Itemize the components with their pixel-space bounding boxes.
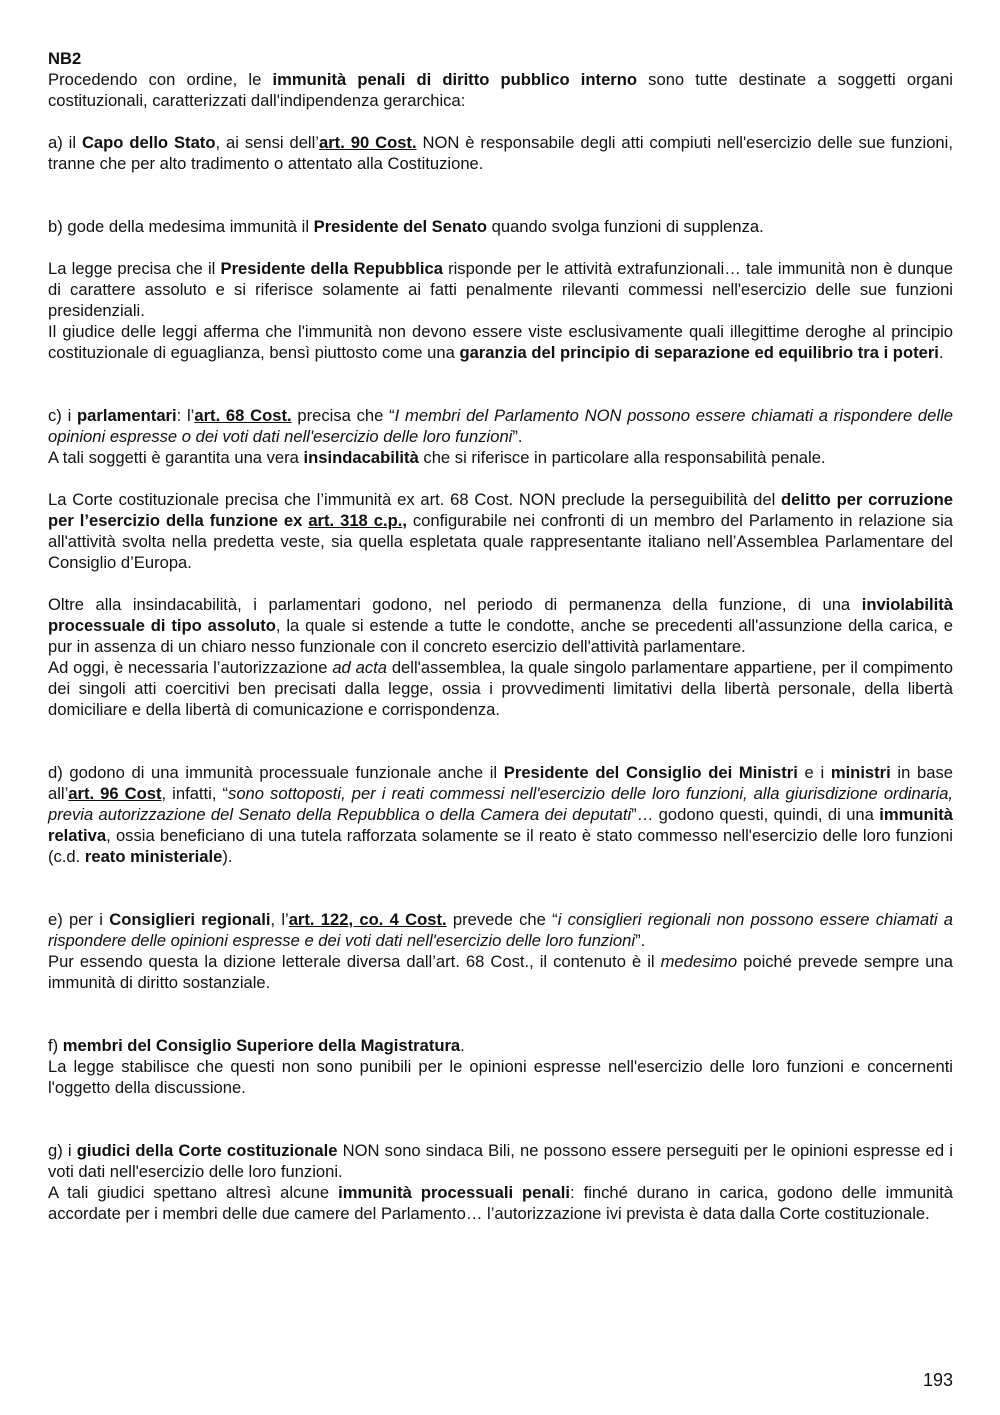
page-number: 193 (922, 1370, 953, 1390)
paragraph-c-5: Ad oggi, è necessaria l’autorizzazione ad acta dell'assemblea, la quale singolo parlamentare appartiene, per il compimento dei singoli atti coercitivi ben precisati dalla legge, ossia i provvedimenti limitativi della libertà personale, della libertà domiciliare e della libertà di comunicazione e corrispondenza. (48, 658, 954, 719)
paragraph-f: f) membri del Consiglio Superiore della Magistratura. (48, 1036, 465, 1055)
intro-paragraph: Procedendo con ordine, le immunità penali di diritto pubblico interno sono tutte destinate a soggetti organi costituzionali, caratterizzati dall'indipendenza gerarchica: (48, 70, 953, 110)
paragraph-g: g) i giudici della Corte costituzionale NON sono sindaca Bili, ne possono essere perseguiti per le opinioni espresse ed i voti dati nell'esercizio delle loro funzioni. (48, 1141, 953, 1181)
paragraph-c-3: La Corte costituzionale precisa che l’immunità ex art. 68 Cost. NON preclude la perseguibilità del delitto per corruzione per l’esercizio della funzione ex art. 318 c.p., configurabile nei confronti di un membro del Parlamento in relazione sia all'attività svolta nella predetta veste, sia quella espletata quale rappresentante italiano nell’Assemblea Parlamentare del Consiglio d’Europa. (48, 490, 953, 572)
paragraph-f-2: La legge stabilisce che questi non sono punibili per le opinioni espresse nell'esercizio delle loro funzioni e concernenti l'oggetto della discussione. (48, 1057, 953, 1097)
paragraph-b: b) gode della medesima immunità il Presidente del Senato quando svolga funzioni di supplenza. (48, 217, 764, 236)
paragraph-g-2: A tali giudici spettano altresì alcune immunità processuali penali: finché durano in carica, godono delle immunità accordate per i membri delle due camere del Parlamento… l’autorizzazione ivi prevista è data dalla Corte costituzionale. (48, 1183, 953, 1223)
paragraph-d: d) godono di una immunità processuale funzionale anche il Presidente del Consiglio dei Ministri e i ministri in base all’art. 96 Cost, infatti, “sono sottoposti, per i reati commessi nell'esercizio delle loro funzioni, alla giurisdizione ordinaria, previa autorizzazione del Senato della Repubblica o della Camera dei deputati”… godono questi, quindi, di una immunità relativa, ossia beneficiano di una tutela rafforzata solamente se il reato è stato commesso nell'esercizio delle loro funzioni (c.d. reato ministeriale). (48, 763, 954, 866)
section-heading: NB2 (48, 49, 82, 68)
paragraph-c-4: Oltre alla insindacabilità, i parlamentari godono, nel periodo di permanenza della funzione, di una inviolabilità processuale di tipo assoluto, la quale si estende a tutte le condotte, anche se precedenti all'assunzione della carica, e pur in assenza di un chiaro nesso funzionale con il concreto esercizio dell'attività parlamentare. (48, 595, 953, 656)
paragraph-a: a) il Capo dello Stato, ai sensi dell’art. 90 Cost. NON è responsabile degli atti compiuti nell'esercizio delle sue funzioni, tranne che per alto tradimento o attentato alla Costituzione. (48, 133, 953, 173)
paragraph-c: c) i parlamentari: l’art. 68 Cost. precisa che “I membri del Parlamento NON possono essere chiamati a rispondere delle opinioni espresse o dei voti dati nell'esercizio delle loro funzioni”. (48, 406, 953, 446)
paragraph-b-2: La legge precisa che il Presidente della Repubblica risponde per le attività extrafunzionali… tale immunità non è dunque di carattere assoluto e si riferisce solamente ai fatti penalmente rilevanti commessi nell'esercizio delle sue funzioni presidenziali. (48, 259, 953, 320)
paragraph-e: e) per i Consiglieri regionali, l’art. 122, co. 4 Cost. prevede che “i consiglieri regionali non possono essere chiamati a rispondere delle opinioni espresse e dei voti dati nell'esercizio delle loro funzioni”. (48, 910, 954, 950)
paragraph-b-3: Il giudice delle leggi afferma che l'immunità non devono essere viste esclusivamente quali illegittime deroghe al principio costituzionale di eguaglianza, bensì piuttosto come una garanzia del principio di separazione ed equilibrio tra i poteri. (48, 322, 953, 362)
paragraph-e-2: Pur essendo questa la dizione letterale diversa dall’art. 68 Cost., il contenuto è il medesimo poiché prevede sempre una immunità di diritto sostanziale. (48, 952, 953, 992)
page-content (48, 48, 953, 1224)
paragraph-c-2: A tali soggetti è garantita una vera insindacabilità che si riferisce in particolare alla responsabilità penale. (48, 448, 826, 467)
